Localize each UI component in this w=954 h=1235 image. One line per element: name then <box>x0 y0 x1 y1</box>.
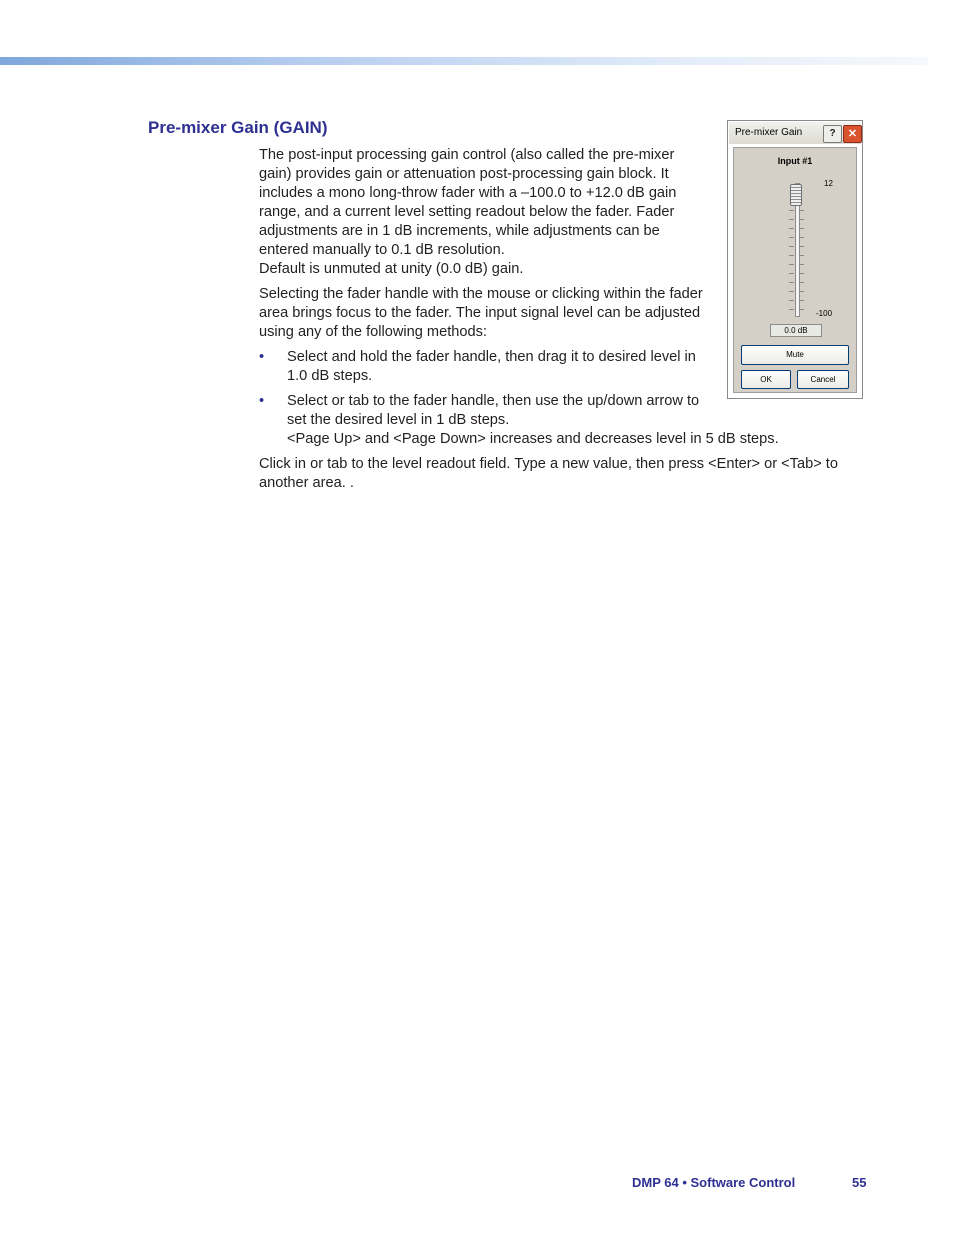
ok-button[interactable]: OK <box>741 370 791 389</box>
fader-ticks <box>789 210 804 310</box>
page-number: 55 <box>852 1175 867 1190</box>
footer-label: DMP 64 • Software Control <box>632 1175 796 1190</box>
input-label: Input #1 <box>777 156 813 166</box>
text-line: Selecting the fader handle with the mouse or clicking within the fader <box>259 286 703 302</box>
intro-paragraph <box>259 146 721 279</box>
list-item <box>259 348 727 386</box>
text-line: set the desired level in 1 dB steps. <box>287 412 510 428</box>
text-line: range, and a current level setting readout below the fader. Fader <box>259 204 675 220</box>
default-note: Default is unmuted at unity (0.0 dB) gain. <box>259 261 524 277</box>
text-line: area brings focus to the fader. The input signal level can be adjusted <box>259 305 701 321</box>
text-line: Click in or tab to the level readout field. Type a new value, then press <Enter> or <Tab> to <box>259 456 838 472</box>
text-line: adjustments are in 1 dB increments, while adjustments can be <box>259 223 660 239</box>
readout-paragraph <box>259 455 869 493</box>
cancel-button[interactable]: Cancel <box>797 370 849 389</box>
text-line: another area. . <box>259 475 354 491</box>
bullet-icon: • <box>259 349 265 365</box>
text-line: The post-input processing gain control (also called the pre-mixer <box>259 147 675 163</box>
dialog-titlebar[interactable] <box>729 122 861 144</box>
header-gradient-bar <box>0 57 928 65</box>
fader-panel <box>733 147 857 393</box>
text-line: 1.0 dB steps. <box>287 368 373 384</box>
help-icon[interactable]: ? <box>823 125 842 143</box>
scale-max-label: 12 <box>824 179 833 188</box>
level-readout-field[interactable]: 0.0 dB <box>770 324 822 337</box>
section-heading: Pre-mixer Gain (GAIN) <box>148 118 328 137</box>
dialog-title: Pre-mixer Gain <box>735 127 803 138</box>
fader-handle[interactable] <box>790 184 802 206</box>
fader-focus-paragraph <box>259 285 721 342</box>
text-line: Select and hold the fader handle, then drag it to desired level in <box>287 349 696 365</box>
text-line: includes a mono long-throw fader with a –100.0 to +12.0 dB gain <box>259 185 677 201</box>
mute-button[interactable]: Mute <box>741 345 849 365</box>
text-line: entered manually to 0.1 dB resolution. <box>259 242 505 258</box>
close-icon[interactable]: ✕ <box>843 125 862 143</box>
bullet-icon: • <box>259 393 265 409</box>
list-item <box>259 392 869 449</box>
text-line: gain) provides gain or attenuation post-processing gain block. It <box>259 166 669 182</box>
pre-mixer-gain-dialog <box>727 120 863 399</box>
scale-min-label: -100 <box>816 309 833 318</box>
text-line: Select or tab to the fader handle, then use the up/down arrow to <box>287 393 700 409</box>
text-line: using any of the following methods: <box>259 324 487 340</box>
text-line: <Page Up> and <Page Down> increases and decreases level in 5 dB steps. <box>287 431 779 447</box>
